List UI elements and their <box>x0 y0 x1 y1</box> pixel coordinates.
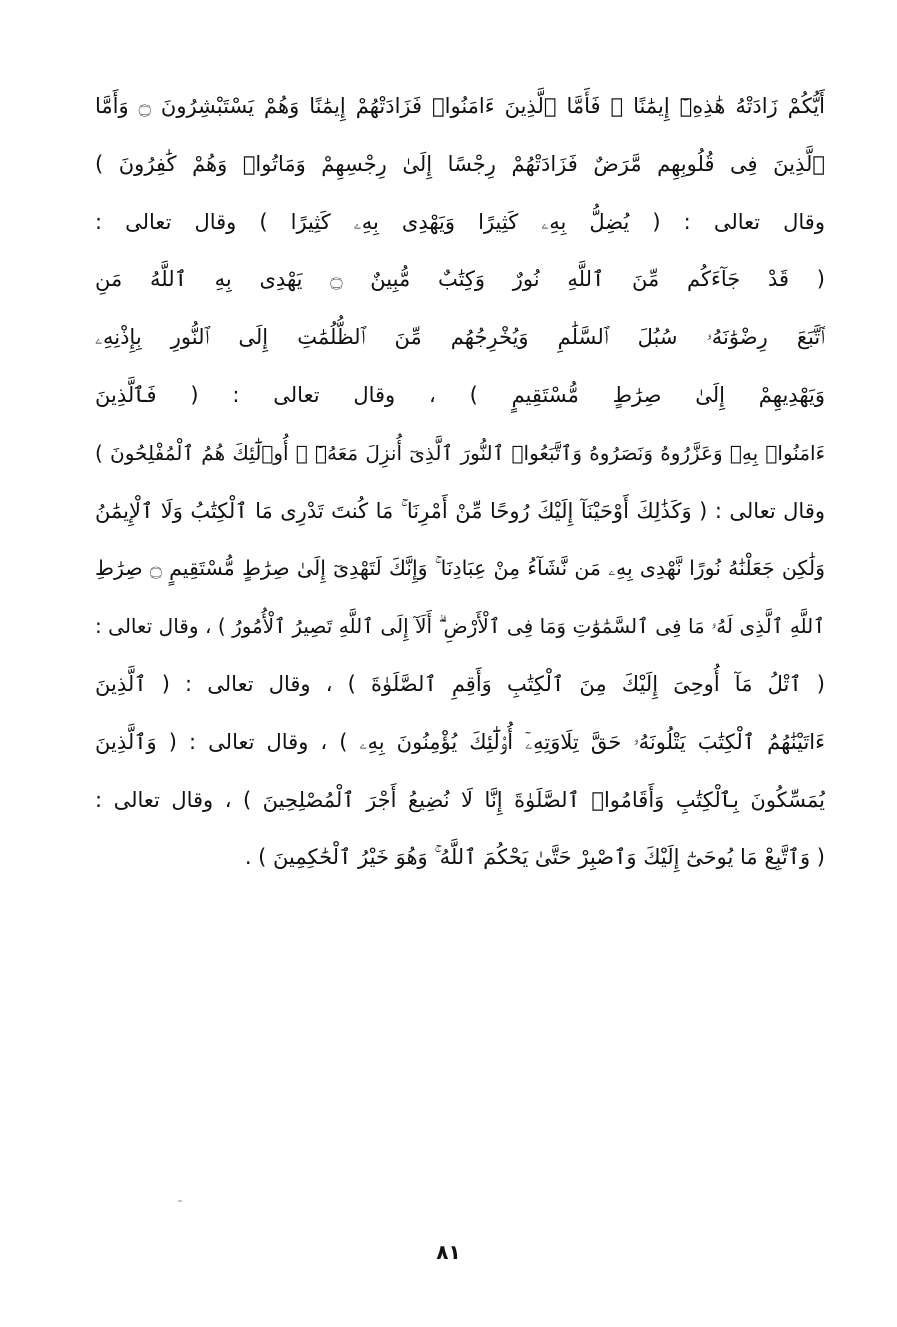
text-line-2: ٱلَّذِينَ فِى قُلُوبِهِم مَّرَضٌ فَزَادَتْهُمْ رِجْسًا إِلَىٰ رِجْسِهِمْ وَمَاتُوا۟ وَهُمْ كَٰفِرُونَ ) <box>95 151 825 176</box>
text-line-7: ءَامَنُوا۟ بِهِۦ وَعَزَّرُوهُ وَنَصَرُوهُ وَٱتَّبَعُوا۟ ٱلنُّورَ ٱلَّذِىٓ أُنزِلَ مَعَهُۥٓ ۙ أُو۟لَٰٓئِكَ هُمُ ٱلْمُفْلِحُونَ ) <box>95 440 825 465</box>
text-line-13: يُمَسِّكُونَ بِٱلْكِتَٰبِ وَأَقَامُوا۟ ٱلصَّلَوٰةَ إِنَّا لَا نُضِيعُ أَجْرَ ٱلْمُصْلِحِينَ ) ، وقال تعالى : <box>95 787 825 812</box>
text-line-4: ( قَدْ جَآءَكُم مِّنَ ٱللَّهِ نُورٌ وَكِتَٰبٌ مُّبِينٌ ۝ يَهْدِى بِهِ ٱللَّهُ مَنِ <box>95 267 825 292</box>
scan-speck <box>178 1200 182 1202</box>
text-line-14: ( وَٱتَّبِعْ مَا يُوحَىٰٓ إِلَيْكَ وَٱصْبِرْ حَتَّىٰ يَحْكُمَ ٱللَّهُ ۚ وَهُوَ خَيْرُ ٱلْحَٰكِمِينَ ) . <box>244 845 825 870</box>
page-number: ٨١ <box>436 1240 461 1264</box>
body-text <box>95 78 825 887</box>
text-line-10: ٱللَّهِ ٱلَّذِى لَهُۥ مَا فِى ٱلسَّمَٰوَٰتِ وَمَا فِى ٱلْأَرْضِ ۗ أَلَآ إِلَى ٱللَّهِ تَصِيرُ ٱلْأُمُورُ ) ، وقال تعالى : <box>95 614 825 639</box>
text-line-6: وَيَهْدِيهِمْ إِلَىٰ صِرَٰطٍ مُّسْتَقِيمٍ ) ، وقال تعالى : ( فَٱلَّذِينَ <box>95 382 825 407</box>
text-line-11: ( ٱتْلُ مَآ أُوحِىَ إِلَيْكَ مِنَ ٱلْكِتَٰبِ وَأَقِمِ ٱلصَّلَوٰةَ ) ، وقال تعالى : ( ٱلَّذِينَ <box>95 671 825 696</box>
text-line-5: ٱتَّبَعَ رِضْوَٰنَهُۥ سُبُلَ ٱلسَّلَٰمِ وَيُخْرِجُهُم مِّنَ ٱلظُّلُمَٰتِ إِلَى ٱلنُّورِ بِإِذْنِهِۦ <box>95 325 825 350</box>
text-line-3: وقال تعالى : ( يُضِلُّ بِهِۦ كَثِيرًا وَيَهْدِى بِهِۦ كَثِيرًا ) وقال تعالى : <box>95 209 825 234</box>
text-line-8: وقال تعالى : ( وَكَذَٰلِكَ أَوْحَيْنَآ إِلَيْكَ رُوحًا مِّنْ أَمْرِنَا ۚ مَا كُنتَ تَدْرِى مَا ٱلْكِتَٰبُ وَلَا ٱلْإِيمَٰنُ <box>95 498 825 523</box>
text-line-9: وَلَٰكِن جَعَلْنَٰهُ نُورًا نَّهْدِى بِهِۦ مَن نَّشَآءُ مِنْ عِبَادِنَا ۚ وَإِنَّكَ لَتَهْدِىٓ إِلَىٰ صِرَٰطٍ مُّسْتَقِيمٍ ۝ صِرَٰطِ <box>95 556 825 581</box>
text-line-1: أَيُّكُمْ زَادَتْهُ هَٰذِهِۦٓ إِيمَٰنًا ۚ فَأَمَّا ٱلَّذِينَ ءَامَنُوا۟ فَزَادَتْهُمْ إِيمَٰنًا وَهُمْ يَسْتَبْشِرُونَ ۝ وَأَمَّا <box>95 94 825 118</box>
text-line-12: ءَاتَيْنَٰهُمُ ٱلْكِتَٰبَ يَتْلُونَهُۥ حَقَّ تِلَاوَتِهِۦٓ أُو۟لَٰٓئِكَ يُؤْمِنُونَ بِهِۦ ) ، وقال تعالى : ( وَٱلَّذِينَ <box>95 729 825 754</box>
